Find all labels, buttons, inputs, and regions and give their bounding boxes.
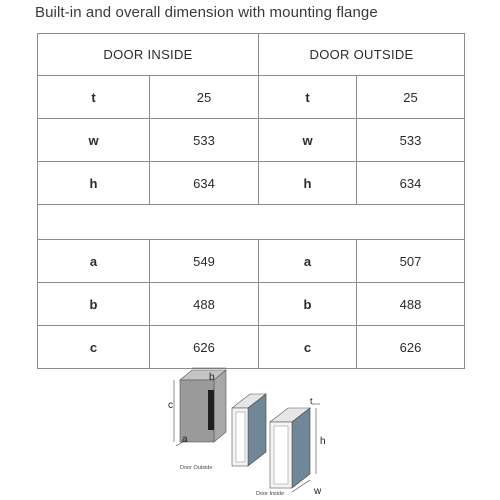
inside-value: 626 (150, 326, 259, 369)
inside-label: b (38, 283, 150, 326)
outside-value: 533 (357, 119, 465, 162)
dim-label-t: t (310, 396, 313, 406)
page-heading: Built-in and overall dimension with mounting flange (35, 4, 378, 21)
outside-label: t (259, 76, 357, 119)
outside-label: h (259, 162, 357, 205)
inside-label: c (38, 326, 150, 369)
inside-value: 634 (150, 162, 259, 205)
dimension-table (37, 33, 465, 369)
cabinet-illustration (180, 370, 226, 442)
inside-value: 488 (150, 283, 259, 326)
dim-label-h: h (320, 436, 326, 447)
outside-value: 25 (357, 76, 465, 119)
dim-label-w: w (314, 486, 322, 497)
outside-value: 488 (357, 283, 465, 326)
outside-value: 626 (357, 326, 465, 369)
inside-value: 533 (150, 119, 259, 162)
inside-value: 25 (150, 76, 259, 119)
mounting-diagram (160, 362, 340, 498)
outside-value: 507 (357, 240, 465, 283)
mounting-diagram-svg (160, 362, 340, 498)
table-row (38, 240, 465, 283)
outside-label: b (259, 283, 357, 326)
inside-label: a (38, 240, 150, 283)
table-row (38, 76, 465, 119)
inside-label: t (38, 76, 150, 119)
table-row (38, 162, 465, 205)
header-door-inside: DOOR INSIDE (38, 34, 259, 76)
dim-label-a: a (182, 434, 188, 445)
table-row (38, 283, 465, 326)
dim-label-c: c (168, 400, 173, 411)
inside-label: h (38, 162, 150, 205)
caption-door-outside: Door Outside (180, 465, 213, 471)
spacer-cell (38, 205, 465, 240)
header-door-outside: DOOR OUTSIDE (259, 34, 465, 76)
table-row (38, 119, 465, 162)
door-outside-panel (232, 394, 266, 466)
outside-value: 634 (357, 162, 465, 205)
inside-value: 549 (150, 240, 259, 283)
outside-label: w (259, 119, 357, 162)
dim-label-b: b (209, 372, 215, 383)
outside-label: c (259, 326, 357, 369)
table-header-row (38, 34, 465, 76)
caption-door-inside: Door Inside (256, 491, 285, 497)
table-spacer-row (38, 205, 465, 240)
inside-label: w (38, 119, 150, 162)
door-inside-panel (270, 408, 310, 488)
outside-label: a (259, 240, 357, 283)
